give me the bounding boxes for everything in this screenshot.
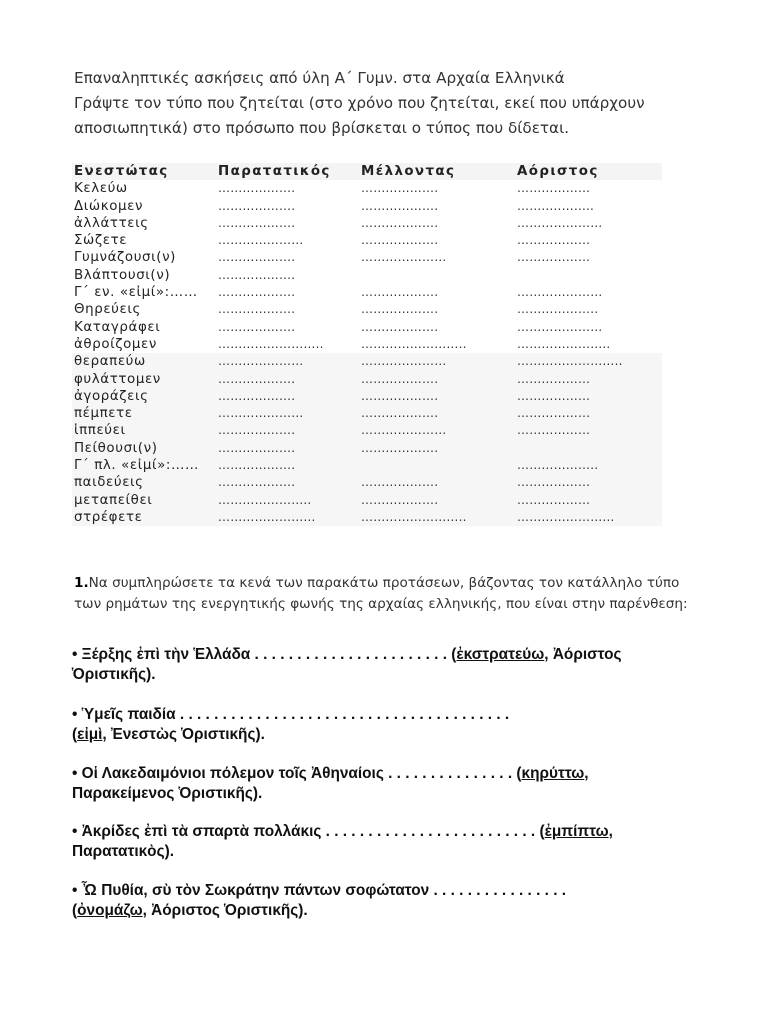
cell-aorist[interactable]: …………………: [517, 285, 603, 300]
cell-future[interactable]: …………………: [359, 422, 515, 439]
cell-future[interactable]: [359, 267, 515, 284]
table-row: [72, 474, 662, 491]
intro-line: αποσιωπητικά) στο πρόσωπο που βρίσκεται ο τύπος που δίδεται.: [74, 119, 570, 137]
cell-imperfect[interactable]: ……………….: [216, 422, 359, 439]
item-tense: , Ἀόριστος: [544, 646, 622, 663]
cell-present: Καταγράφει: [74, 319, 161, 335]
cell-present: φυλάττομεν: [72, 371, 216, 388]
cell-future[interactable]: ……………….: [359, 405, 515, 422]
exercise-item: [72, 764, 712, 804]
exercise-instructions: [74, 573, 714, 615]
cell-aorist[interactable]: ………………: [517, 181, 591, 196]
cell-future[interactable]: ……………………..: [361, 336, 467, 351]
cell-future[interactable]: ……………………..: [359, 509, 515, 526]
item-tense: , Ἐνεστὼς Ὁριστικῆς).: [102, 726, 265, 743]
cell-future[interactable]: ……………….: [359, 371, 515, 388]
item-sentence: • Οἱ Λακεδαιμόνιοι πόλεμον τοῖς Ἀθηναίοις . . . . . . . . . . . . . . . (: [72, 765, 522, 782]
cell-present: ἀθροίζομεν: [74, 336, 157, 352]
cell-present: στρέφετε: [72, 509, 216, 526]
item-sentence: • Ὑμεῖς παιδία . . . . . . . . . . . . . . . . . . . . . . . . . . . . . . . . . . . . . . .: [72, 706, 510, 723]
cell-future[interactable]: ……………….: [359, 492, 515, 509]
item-sentence: • Ξέρξης ἐπὶ τὴν Ἑλλάδα . . . . . . . . . . . . . . . . . . . . . . . (: [72, 646, 457, 663]
cell-present: παιδεύεις: [72, 474, 216, 491]
header-present: Ενεστώτας: [72, 163, 216, 180]
cell-imperfect[interactable]: …………………..: [216, 492, 359, 509]
cell-present: ἀγοράζεις: [72, 388, 216, 405]
table-row: [72, 422, 662, 439]
cell-future[interactable]: ……………….: [361, 215, 439, 230]
table-row: [72, 319, 662, 336]
cell-aorist[interactable]: ………………: [515, 492, 662, 509]
cell-aorist[interactable]: [515, 440, 662, 457]
item-sentence: • Ὦ Πυθία, σὺ τὸν Σωκράτην πάντων σοφώτατον . . . . . . . . . . . . . . . .: [72, 882, 567, 899]
cell-imperfect[interactable]: …………………: [218, 233, 304, 248]
intro-line: Επαναληπτικές ασκήσεις από ύλη Α΄ Γυμν. στα Αρχαία Ελληνικά: [74, 69, 565, 87]
table-row: [72, 198, 662, 215]
intro-text: [74, 66, 714, 141]
table-row: [72, 215, 662, 232]
cell-future[interactable]: ……………….: [359, 440, 515, 457]
cell-present: Γυμνάζουσι(ν): [74, 250, 177, 266]
cell-future[interactable]: ……………….: [361, 302, 439, 317]
cell-aorist[interactable]: ………………: [515, 388, 662, 405]
cell-aorist[interactable]: ……………………: [515, 509, 662, 526]
cell-aorist[interactable]: ………………..: [515, 457, 662, 474]
cell-aorist[interactable]: ………………..: [517, 302, 599, 317]
cell-imperfect[interactable]: ……………….: [216, 474, 359, 491]
exercise-item: [72, 881, 712, 921]
cell-future[interactable]: …………………: [361, 250, 447, 265]
cell-aorist[interactable]: …………………: [517, 215, 603, 230]
cell-imperfect[interactable]: ……………….: [218, 181, 296, 196]
exercise-item: [72, 705, 712, 745]
item-tense: ,: [584, 765, 589, 782]
cell-imperfect[interactable]: ……………….: [218, 267, 296, 282]
exercise-text: των ρημάτων της ενεργητικής φωνής της αρχαίας ελληνικής, που είναι στην παρένθεση:: [74, 596, 688, 612]
table-row: [72, 492, 662, 509]
header-imperfect: Παρατατικός: [216, 163, 359, 180]
header-aorist: Αόριστος: [515, 163, 662, 180]
cell-aorist[interactable]: ………………: [515, 371, 662, 388]
cell-imperfect[interactable]: ……………….: [216, 371, 359, 388]
cell-present: Πείθουσι(ν): [72, 440, 216, 457]
table-row: [72, 180, 662, 197]
cell-future[interactable]: ……………….: [361, 285, 439, 300]
cell-future[interactable]: ……………….: [361, 198, 439, 213]
cell-aorist[interactable]: ……………………..: [515, 353, 662, 370]
item-verb: ἐμπίπτω: [544, 823, 609, 840]
cell-present: μεταπείθει: [72, 492, 216, 509]
cell-imperfect[interactable]: ……………………: [216, 509, 359, 526]
table-row: [72, 440, 662, 457]
cell-imperfect[interactable]: ……………….: [218, 302, 296, 317]
exercise-number: 1.: [74, 575, 89, 591]
cell-present: ἀλλάττεις: [74, 215, 149, 231]
exercise-item: [72, 645, 712, 685]
cell-aorist[interactable]: ………………: [517, 250, 591, 265]
table-row: [72, 405, 662, 422]
cell-present: Βλάπτουσι(ν): [74, 267, 171, 283]
cell-present: πέμπετε: [72, 405, 216, 422]
table-row: [72, 232, 662, 249]
item-verb: κηρύττω: [521, 765, 585, 782]
item-verb: εἰμὶ: [77, 726, 103, 743]
cell-imperfect[interactable]: ……………….: [218, 198, 296, 213]
item-paren: (: [72, 902, 78, 919]
cell-imperfect[interactable]: ……………….: [218, 250, 296, 265]
cell-future[interactable]: [359, 457, 515, 474]
table-row: [72, 457, 662, 474]
cell-present: Διώκομεν: [74, 198, 144, 214]
exercise-item: [72, 822, 712, 862]
table-row: [72, 388, 662, 405]
cell-imperfect[interactable]: ……………….: [218, 319, 296, 334]
cell-aorist[interactable]: [515, 267, 662, 284]
cell-aorist[interactable]: …………………: [517, 319, 603, 334]
cell-present: Κελεύω: [74, 181, 128, 197]
cell-future[interactable]: ……………….: [361, 181, 439, 196]
cell-present: Γ΄ εν. «εἰμί»:……: [74, 285, 198, 301]
cell-aorist[interactable]: ………………: [515, 405, 662, 422]
cell-aorist[interactable]: ………………: [517, 233, 591, 248]
cell-aorist[interactable]: ………………: [515, 474, 662, 491]
table-row: [72, 249, 662, 266]
cell-present: Θηρεύεις: [74, 302, 141, 318]
item-verb: ὀνομάζω: [77, 902, 143, 919]
cell-future[interactable]: ……………….: [359, 388, 515, 405]
item-tense: Ὁριστικῆς).: [72, 666, 156, 683]
verb-table: [72, 163, 662, 526]
cell-aorist[interactable]: ……..………..: [517, 198, 595, 213]
table-row: [72, 267, 662, 284]
cell-imperfect[interactable]: ……………….: [216, 388, 359, 405]
cell-imperfect[interactable]: ……………….: [218, 215, 296, 230]
cell-imperfect[interactable]: ……………….: [216, 440, 359, 457]
item-tense: ,: [608, 823, 613, 840]
cell-future[interactable]: …………………: [359, 353, 515, 370]
table-row: [72, 509, 662, 526]
table-row: [72, 371, 662, 388]
cell-present: θεραπεύω: [72, 353, 216, 370]
cell-future[interactable]: ……………….: [359, 474, 515, 491]
header-future: Μέλλοντας: [359, 163, 515, 180]
table-row: [72, 301, 662, 318]
cell-imperfect[interactable]: ……………………..: [218, 336, 324, 351]
cell-imperfect[interactable]: …………………: [216, 353, 359, 370]
cell-imperfect[interactable]: ……………….: [216, 457, 359, 474]
item-sentence: • Ἀκρίδες ἐπὶ τὰ σπαρτὰ πολλάκις . . . . . . . . . . . . . . . . . . . . . . . . . (: [72, 823, 545, 840]
verb-table-body: [72, 180, 662, 526]
intro-line: Γράψτε τον τύπο που ζητείται (στο χρόνο που ζητείται, εκεί που υπάρχουν: [74, 94, 645, 112]
cell-imperfect[interactable]: …………………: [216, 405, 359, 422]
table-row: [72, 336, 662, 353]
cell-present: Γ΄ πλ. «εἰμί»:……: [72, 457, 216, 474]
item-tense: Παρατατικὸς).: [72, 843, 174, 860]
item-tense: , Ἀόριστος Ὁριστικῆς).: [142, 902, 308, 919]
cell-imperfect[interactable]: ……………….: [218, 285, 296, 300]
item-paren: (: [72, 726, 78, 743]
table-row: [72, 284, 662, 301]
table-row: [72, 353, 662, 370]
cell-aorist[interactable]: …………………..: [517, 336, 611, 351]
cell-future[interactable]: ……………….: [361, 319, 439, 334]
cell-present: ἱππεύει: [72, 422, 216, 439]
cell-present: Σώζετε: [74, 233, 128, 249]
table-header-row: [72, 163, 662, 180]
exercise-text: Να συμπληρώσετε τα κενά των παρακάτω προτάσεων, βάζοντας τον κατάλληλο τύπο: [88, 575, 680, 591]
item-verb: ἐκστρατεύω: [456, 646, 545, 663]
item-tense: Παρακείμενος Ὁριστικῆς).: [72, 785, 263, 802]
cell-aorist[interactable]: ………………: [515, 422, 662, 439]
cell-future[interactable]: ……………….: [361, 233, 439, 248]
